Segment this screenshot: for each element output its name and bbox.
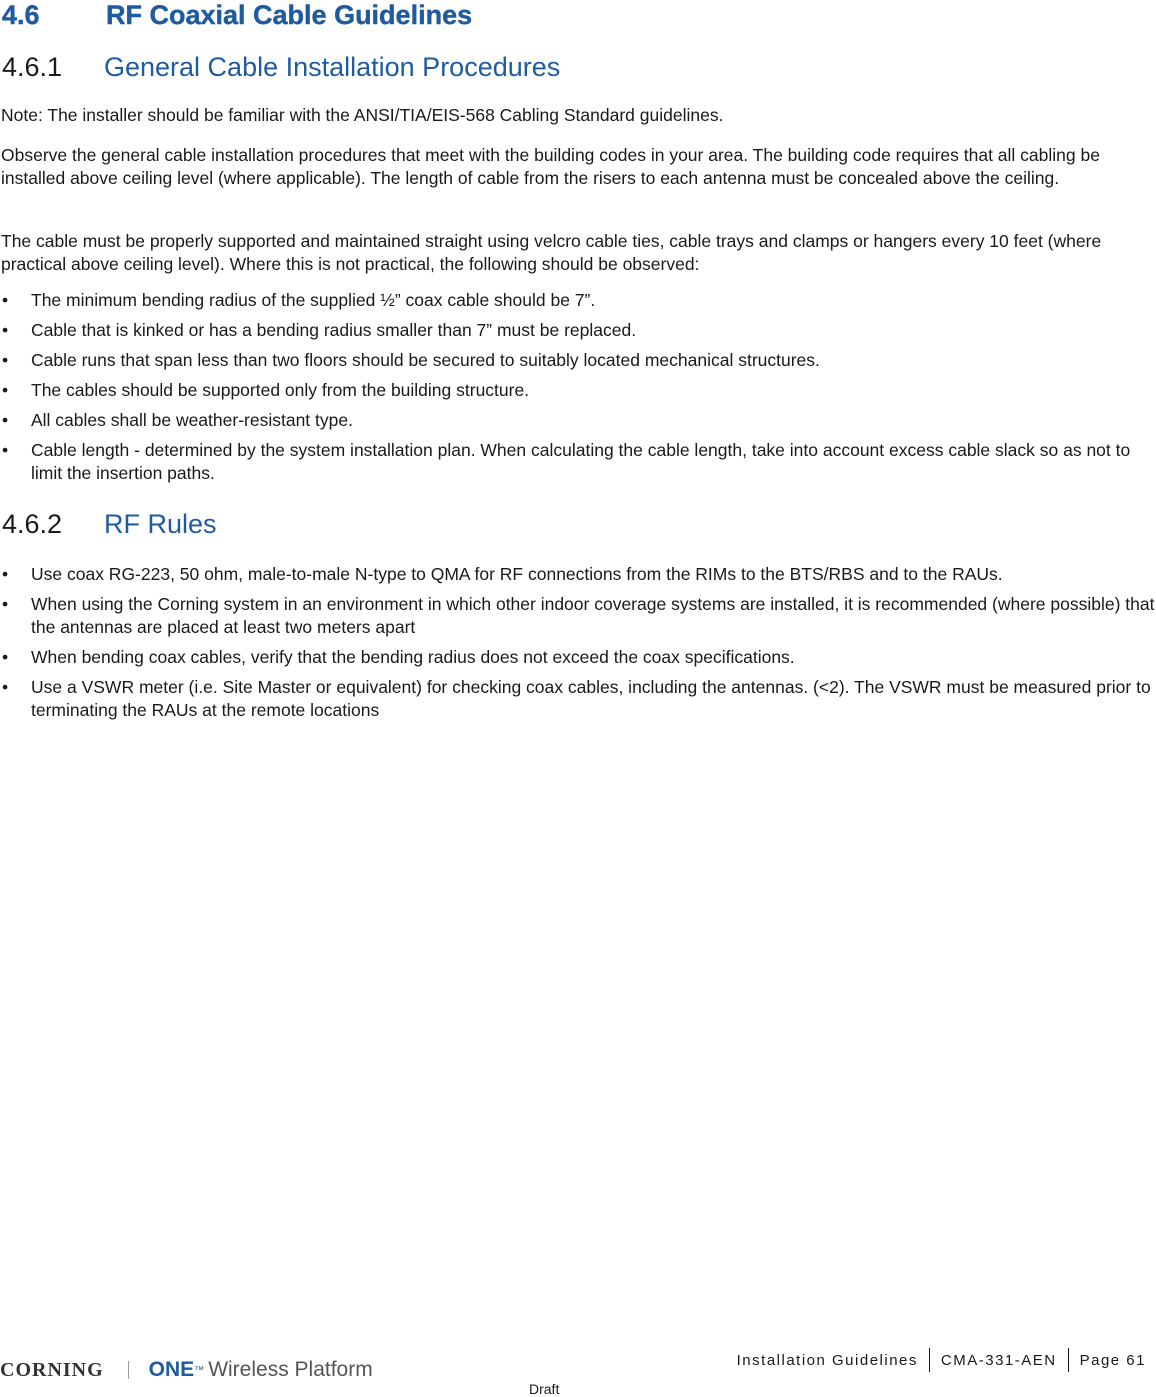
paragraph-2: The cable must be properly supported and maintained straight using velcro cable ties, cable trays and clamps or hangers every 10 feet (where practical above ceiling level). Where this is not practical, the following should be observed: — [1, 231, 1102, 274]
rf-rules-list — [0, 563, 1156, 722]
bullet-icon: • — [2, 380, 9, 400]
bullet-icon: • — [2, 350, 9, 370]
list-item: • Use coax RG-223, 50 ohm, male-to-male N-type to QMA for RF connections from the RIMs to the BTS/RBS and to the RAUs. — [2, 564, 1003, 584]
section-number: 4.6 — [2, 0, 40, 30]
one-wordmark: ONE — [148, 1358, 195, 1381]
list-item: • Cable length - determined by the system installation plan. When calculating the cable length, take into account excess cable slack so as not to limit the insertion paths. — [2, 440, 1131, 483]
footer-doc-title: Installation Guidelines — [736, 1351, 918, 1369]
cable-rules-list — [0, 289, 1156, 485]
subsection-number: 4.6.2 — [2, 509, 63, 539]
list-item: • Use a VSWR meter (i.e. Site Master or equivalent) for checking coax cables, including the antennas. (<2). The VSWR must be measured prior to terminating the RAUs at the remote locations — [2, 677, 1151, 720]
bullet-icon: • — [2, 320, 9, 340]
subsection-number: 4.6.1 — [2, 52, 63, 82]
footer-page-number: Page 61 — [1079, 1351, 1146, 1369]
list-item: • Cable that is kinked or has a bending radius smaller than 7” must be replaced. — [2, 320, 637, 340]
page-footer — [737, 1349, 1146, 1371]
paragraph-1: Observe the general cable installation procedures that meet with the building codes in your area. The building code requires that all cabling be installed above ceiling level (where applicable). The length of cable from the risers to each antenna must be concealed above the ceiling. — [1, 145, 1100, 188]
section-heading — [2, 0, 472, 31]
bullet-icon: • — [2, 290, 9, 310]
bullet-icon: • — [2, 647, 9, 667]
list-item: • When bending coax cables, verify that the bending radius does not exceed the coax specifications. — [2, 647, 795, 667]
logo-divider — [128, 1361, 129, 1379]
corning-one-logo — [0, 1355, 373, 1385]
footer-divider — [1068, 1348, 1069, 1372]
list-item: • When using the Corning system in an environment in which other indoor coverage systems are installed, it is recommended (where possible) that the antennas are placed at least two meters apart — [2, 594, 1155, 637]
subsection-heading-1 — [2, 52, 560, 83]
list-item: • Cable runs that span less than two floors should be secured to suitably located mechanical structures. — [2, 350, 820, 370]
footer-divider — [929, 1348, 930, 1372]
bullet-icon: • — [2, 677, 9, 697]
list-item: • All cables shall be weather-resistant type. — [2, 410, 353, 430]
subsection-title: General Cable Installation Procedures — [104, 52, 561, 82]
subsection-title: RF Rules — [104, 509, 217, 539]
bullet-icon: • — [2, 564, 9, 584]
wireless-platform-wordmark: Wireless Platform — [208, 1358, 373, 1381]
corning-wordmark: CORNING — [0, 1358, 104, 1381]
trademark-mark: ™ — [194, 1364, 205, 1376]
note-paragraph: Note: The installer should be familiar with the ANSI/TIA/EIS-568 Cabling Standard guidelines. — [1, 105, 724, 125]
list-item: • The minimum bending radius of the supplied ½” coax cable should be 7”. — [2, 290, 596, 310]
list-item: • The cables should be supported only from the building structure. — [2, 380, 530, 400]
footer-doc-id: CMA-331-AEN — [940, 1351, 1057, 1369]
subsection-heading-2 — [2, 509, 217, 540]
bullet-icon: • — [2, 410, 9, 430]
section-title: RF Coaxial Cable Guidelines — [106, 0, 473, 30]
bullet-icon: • — [2, 440, 9, 460]
draft-label: Draft — [529, 1381, 560, 1397]
bullet-icon: • — [2, 594, 9, 614]
